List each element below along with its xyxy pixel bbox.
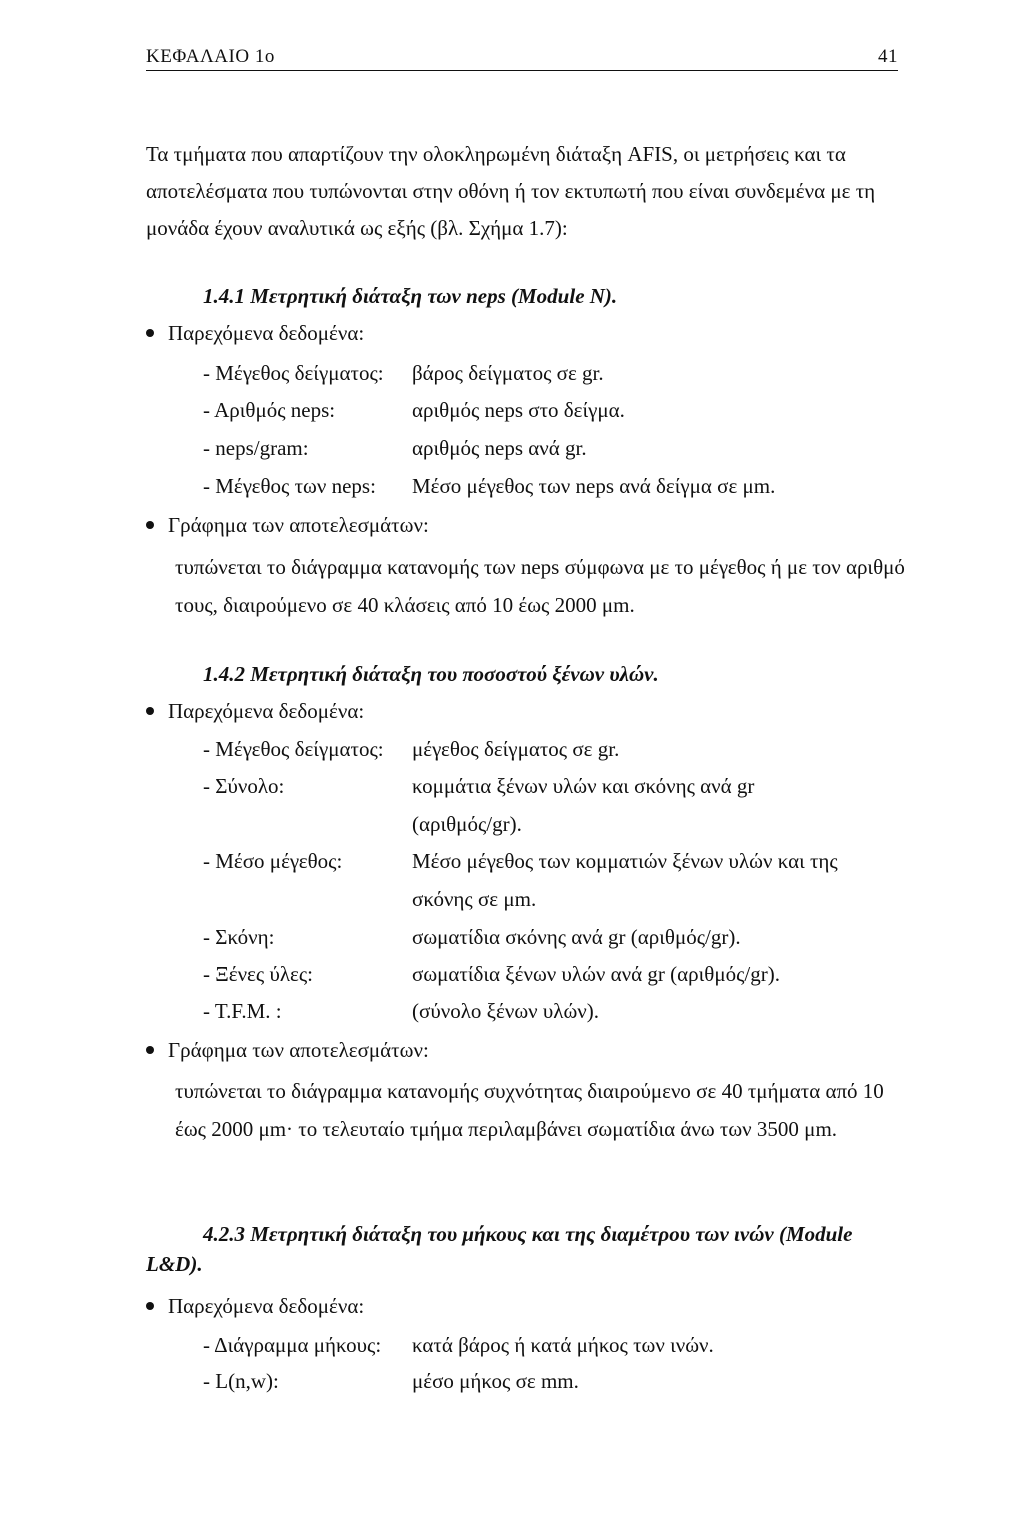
item-value: Μέσο μέγεθος των κομματιών ξένων υλών και της [412,849,838,873]
page-header [146,44,898,71]
item-label: - Μέσο μέγεθος: [203,849,343,873]
bullet-dot-icon [146,707,154,715]
item-value: κομμάτια ξένων υλών και σκόνης ανά gr [412,774,755,798]
item-label: - Ξένες ύλες: [203,962,313,986]
item-value: (σύνολο ξένων υλών). [412,999,600,1023]
item-label: - Σύνολο: [203,774,285,798]
item-label: - L(n,w): [203,1369,279,1393]
chapter-title: ΚΕΦΑΛΑΙΟ 1ο [146,46,275,67]
item-label: - neps/gram: [203,436,309,460]
item-label: - Μέγεθος δείγματος: [203,361,384,385]
item-value: αριθμός neps στο δείγμα. [412,398,625,422]
section-heading-4-2-3-cont: L&D). [146,1252,203,1276]
graph-description-2: τυπώνεται το διάγραμμα κατανομής συχνότητας διαιρούμενο σε 40 τμήματα από 10 έως 2000 μm· το τελευταίο τμήμα περιλαμβάνει σωματίδια άνω των 3500 μm. [175,1079,884,1141]
bullet-graph-1: Γράφημα των αποτελεσμάτων: [146,513,429,538]
item-label: - T.F.M. : [203,999,282,1023]
item-value: αριθμός neps ανά gr. [412,436,587,460]
bullet-graph-2: Γράφημα των αποτελεσμάτων: [146,1038,429,1063]
item-value-continued: (αριθμός/gr). [412,812,522,836]
bullet-dot-icon [146,1302,154,1310]
bullet-dot-icon [146,521,154,529]
item-value: βάρος δείγματος σε gr. [412,361,604,385]
item-value: μέγεθος δείγματος σε gr. [412,737,620,761]
intro-paragraph [146,136,906,247]
item-value-continued: σκόνης σε μm. [412,887,537,911]
section-heading-1-4-1: 1.4.1 Μετρητική διάταξη των neps (Module N). [203,284,618,308]
bullet-provided-data-2: Παρεχόμενα δεδομένα: [146,699,364,724]
bullet-provided-data-1: Παρεχόμενα δεδομένα: [146,321,364,346]
item-value: κατά βάρος ή κατά μήκος των ινών. [412,1333,714,1357]
item-label: - Διάγραμμα μήκους: [203,1333,382,1357]
item-value: Μέσο μέγεθος των neps ανά δείγμα σε μm. [412,474,776,498]
page-number: 41 [878,46,898,67]
section-heading-4-2-3: 4.2.3 Μετρητική διάταξη του μήκους και της διαμέτρου των ινών (Module [203,1222,853,1246]
item-value: σωματίδια ξένων υλών ανά gr (αριθμός/gr). [412,962,781,986]
item-value: μέσο μήκος σε mm. [412,1369,579,1393]
item-label: - Μέγεθος των neps: [203,474,376,498]
item-value: σωματίδια σκόνης ανά gr (αριθμός/gr). [412,925,741,949]
graph-description-1: τυπώνεται το διάγραμμα κατανομής των neps σύμφωνα με το μέγεθος ή με τον αριθμό τους, διαιρούμενο σε 40 κλάσεις από 10 έως 2000 μm. [175,555,905,617]
bullet-dot-icon [146,1046,154,1054]
section-heading-1-4-2: 1.4.2 Μετρητική διάταξη του ποσοστού ξένων υλών. [203,662,659,686]
item-label: - Αριθμός neps: [203,398,336,422]
item-label: - Σκόνη: [203,925,275,949]
intro-text: Τα τμήματα που απαρτίζουν την ολοκληρωμένη διάταξη AFIS, οι μετρήσεις και τα αποτελέσματα που τυπώνονται στην οθόνη ή τον εκτυπωτή που είναι συνδεμένα με τη μονάδα έχουν αναλυτικά ως εξής (βλ. Σχήμα 1.7): [146,142,876,240]
item-label: - Μέγεθος δείγματος: [203,737,384,761]
bullet-provided-data-3: Παρεχόμενα δεδομένα: [146,1294,364,1319]
bullet-dot-icon [146,329,154,337]
